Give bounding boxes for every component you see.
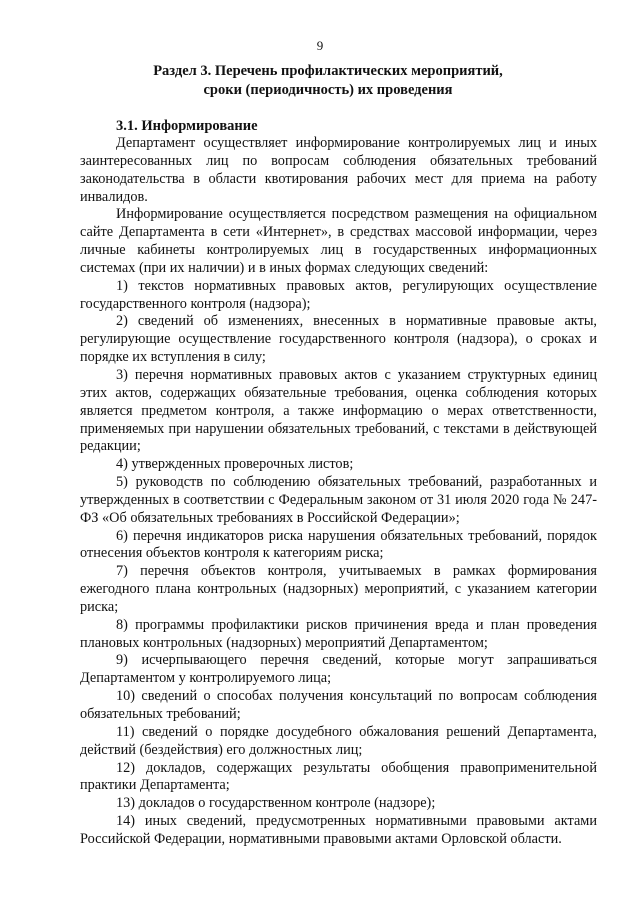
list-item-11: 11) сведений о порядке досудебного обжалования решений Департамента, действий (бездействия) его должностных лиц; xyxy=(80,723,597,758)
list-item-6: 6) перечня индикаторов риска нарушения обязательных требований, порядок отнесения объектов контроля к категориям риска; xyxy=(80,527,597,562)
paragraph-intro: Департамент осуществляет информирование контролируемых лиц и иных заинтересованных лиц по вопросам соблюдения обязательных требований законодательства в области квотирования рабочих мест для приема на работу инвалидов. xyxy=(80,135,597,205)
list-item-4: 4) утвержденных проверочных листов; xyxy=(116,456,354,473)
list-item-2: 2) сведений об изменениях, внесенных в нормативные правовые акты, регулирующие осуществление государственного контроля (надзора), о сроках и порядке их вступления в силу; xyxy=(80,313,597,366)
list-item-5: 5) руководств по соблюдению обязательных требований, разработанных и утвержденных в соответствии с Федеральным законом от 31 июля 2020 года № 247-ФЗ «Об обязательных требованиях в Российской Федерации»; xyxy=(80,474,597,526)
section-title-line-2: сроки (периодичность) их проведения xyxy=(203,81,453,98)
section-title-line-1: Раздел 3. Перечень профилактических мероприятий, xyxy=(153,63,503,79)
list-item-7: 7) перечня объектов контроля, учитываемых в рамках формирования ежегодного плана контрольных (надзорных) мероприятий, с указанием категории риска; xyxy=(80,563,597,615)
list-item-12: 12) докладов, содержащих результаты обобщения правоприменительной практики Департамента; xyxy=(80,759,597,794)
list-item-13: 13) докладов о государственном контроле (надзоре); xyxy=(116,795,436,812)
paragraph-methods: Информирование осуществляется посредством размещения на официальном сайте Департамента в сети «Интернет», в средствах массовой информации, через личные кабинеты контролируемых лиц в государственных информационных системах (при их наличии) и в иных формах следующих сведений: xyxy=(80,206,597,276)
list-item-3: 3) перечня нормативных правовых актов с указанием структурных единиц этих актов, содержащих обязательные требования, оценка соблюдения которых является предметом контроля, а также информацию о мерах ответственности, применяемых при нарушении обязательных требований, с текстами в действующей редакции; xyxy=(80,366,597,455)
document-body xyxy=(80,135,597,849)
list-item-8: 8) программы профилактики рисков причинения вреда и план проведения плановых контрольных (надзорных) мероприятий Департаментом; xyxy=(80,616,597,651)
section-title xyxy=(80,62,576,99)
list-item-14: 14) иных сведений, предусмотренных нормативными правовыми актами Российской Федерации, нормативными правовыми актами Орловской области. xyxy=(80,813,597,847)
list-item-10: 10) сведений о способах получения консультаций по вопросам соблюдения обязательных требований; xyxy=(80,688,597,722)
list-item-1: 1) текстов нормативных правовых актов, регулирующих осуществление государственного контроля (надзора); xyxy=(80,277,597,312)
list-item-9: 9) исчерпывающего перечня сведений, которые могут запрашиваться Департаментом у контролируемого лица; xyxy=(80,652,597,687)
subsection-title: 3.1. Информирование xyxy=(116,118,258,134)
page-number: 9 xyxy=(316,38,324,53)
